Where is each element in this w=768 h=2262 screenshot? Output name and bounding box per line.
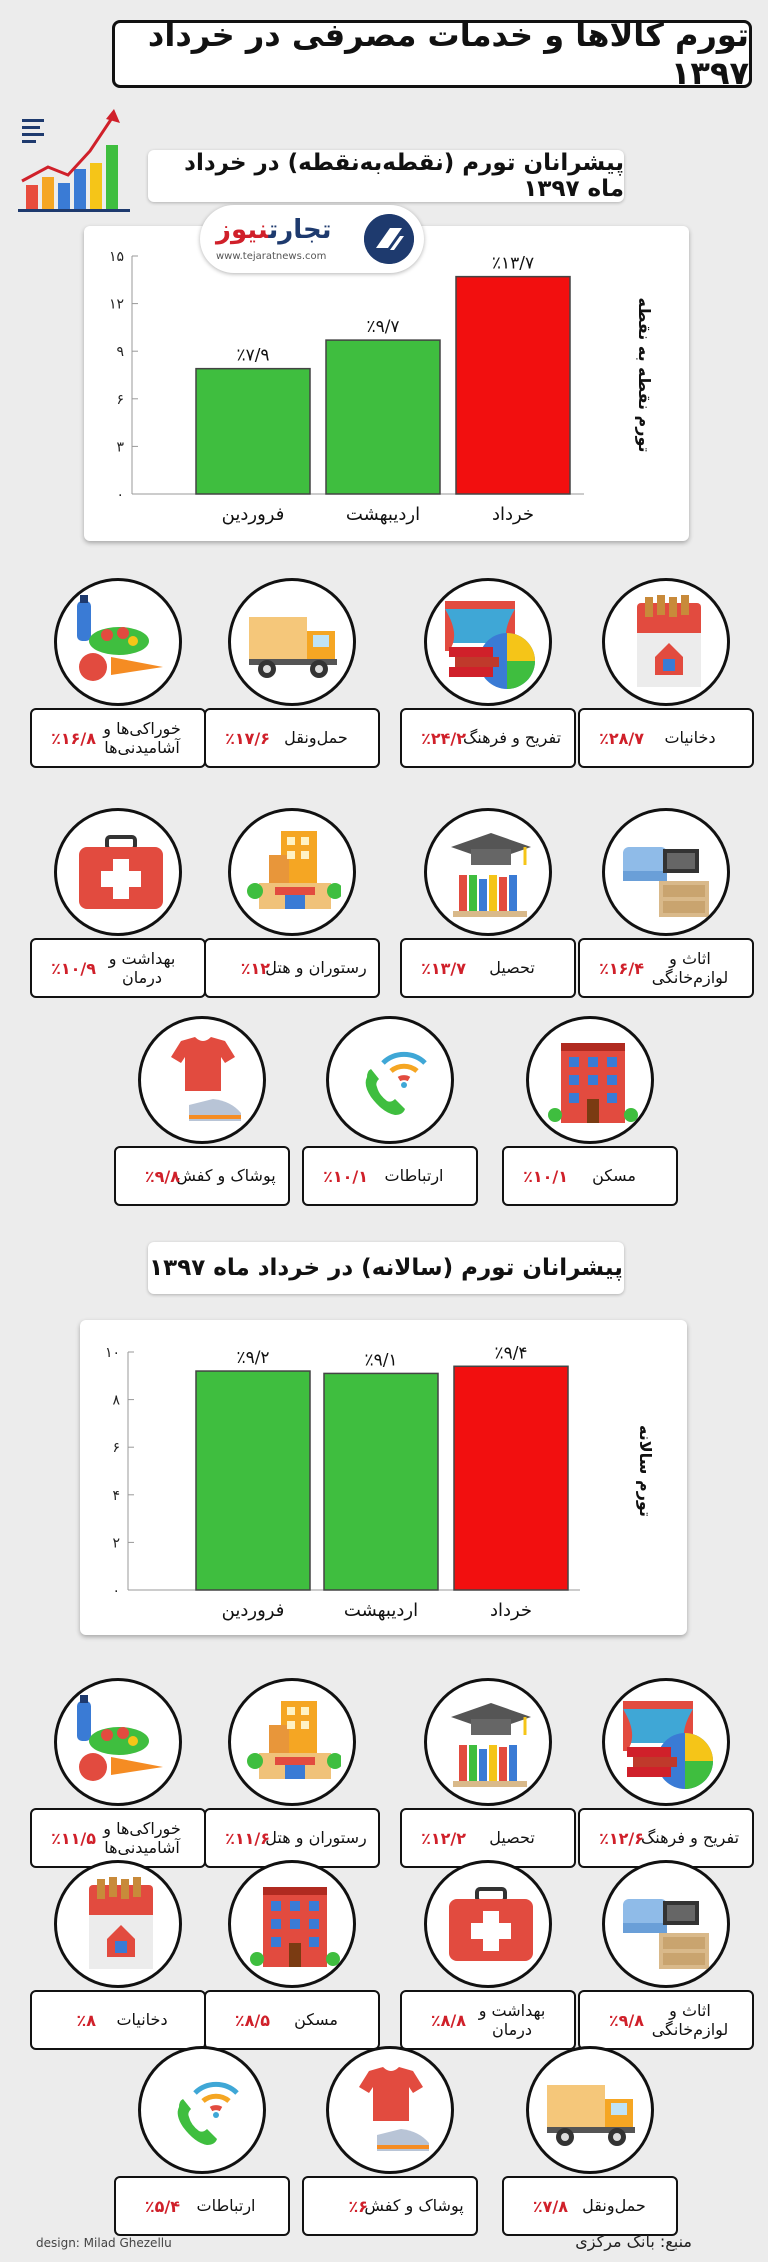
category-icon-circle xyxy=(54,578,182,706)
bar-value-label: ٪۹/۱ xyxy=(364,1350,398,1371)
y-tick-label: ۹ xyxy=(116,344,124,361)
category-name: خوراکی‌ها و آشامیدنی‌ها xyxy=(103,1818,181,1857)
y-tick-label: ۱۲ xyxy=(108,296,124,313)
category-icon-circle xyxy=(424,1860,552,1988)
category-name: حمل‌ونقل xyxy=(582,2196,646,2216)
cigarettes-icon xyxy=(619,595,715,691)
category-value: ٪۲۸/۷ xyxy=(599,728,644,748)
point-item xyxy=(30,578,206,772)
annual-item xyxy=(302,2046,478,2240)
y-tick-label: ۰ xyxy=(116,487,124,503)
category-label-box xyxy=(400,708,576,768)
bar-value-label: ٪۹/۷ xyxy=(366,317,400,338)
category-label-box xyxy=(578,938,754,998)
point-item xyxy=(400,808,576,1002)
point-item xyxy=(578,578,754,772)
category-value: ٪۱۲/۶ xyxy=(599,1828,644,1848)
category-icon-circle xyxy=(138,2046,266,2174)
annual-item xyxy=(204,1860,380,2054)
category-value: ٪۹/۸ xyxy=(144,1166,180,1186)
growth-chart-icon xyxy=(18,105,130,217)
category-icon-circle xyxy=(54,1678,182,1806)
category-value: ٪۸/۸ xyxy=(430,2010,466,2030)
category-name: تحصیل xyxy=(489,958,535,978)
truck-icon xyxy=(245,595,341,691)
category-label-box xyxy=(30,1990,206,2050)
annual-item xyxy=(204,1678,380,1872)
category-icon-circle xyxy=(424,808,552,936)
bar xyxy=(324,1373,438,1590)
bar xyxy=(326,340,440,494)
point-item xyxy=(30,808,206,1002)
category-icon-circle xyxy=(54,808,182,936)
category-label-box xyxy=(30,938,206,998)
y-tick-label: ۱۵ xyxy=(108,249,124,265)
bar-value-label: ٪۱۳/۷ xyxy=(491,253,535,274)
category-label-box xyxy=(204,938,380,998)
y-tick-label: ۶ xyxy=(116,391,124,408)
category-name: پوشاک و کفش xyxy=(176,1166,276,1186)
category-name: دخانیات xyxy=(664,728,716,748)
category-icon-circle xyxy=(228,808,356,936)
category-value: ٪۱۰/۹ xyxy=(51,958,96,978)
category-value: ٪۸ xyxy=(76,2010,96,2030)
category-label-box xyxy=(114,2176,290,2236)
category-label-box xyxy=(204,1990,380,2050)
category-icon-circle xyxy=(526,2046,654,2174)
chart-point-svg xyxy=(84,226,689,541)
chart-heading-annual: پیشرانان تورم (سالانه) در خرداد ماه ۱۳۹۷ xyxy=(148,1242,624,1294)
category-icon-circle xyxy=(602,578,730,706)
category-label-box xyxy=(578,708,754,768)
category-icon-circle xyxy=(602,1678,730,1806)
education-icon xyxy=(441,1695,537,1791)
point-item xyxy=(204,808,380,1002)
medical-kit-icon xyxy=(71,825,167,921)
x-tick-label: اردیبهشت xyxy=(343,1600,419,1621)
category-icon-circle xyxy=(424,1678,552,1806)
brand-logo xyxy=(200,205,424,273)
annual-item xyxy=(30,1678,206,1872)
cigarettes-icon xyxy=(71,1877,167,1973)
theater-icon xyxy=(619,1695,715,1791)
bar-value-label: ٪۹/۴ xyxy=(494,1343,528,1364)
category-label-box xyxy=(204,1808,380,1868)
category-label-box xyxy=(578,1990,754,2050)
annual-item xyxy=(578,1860,754,2054)
category-value: ٪۱۰/۱ xyxy=(323,1166,368,1186)
category-name: بهداشت و درمان xyxy=(108,948,176,987)
category-icon-circle xyxy=(602,1860,730,1988)
bar xyxy=(196,1371,310,1590)
phone-icon xyxy=(155,2063,251,2159)
category-value: ٪۸/۵ xyxy=(234,2010,270,2030)
x-tick-label: فروردین xyxy=(221,504,285,525)
y-tick-label: ۸ xyxy=(112,1392,120,1409)
y-tick-label: ۴ xyxy=(112,1487,120,1504)
annual-item xyxy=(114,2046,290,2240)
category-icon-circle xyxy=(54,1860,182,1988)
category-icon-circle xyxy=(326,1016,454,1144)
category-icon-circle xyxy=(228,1860,356,1988)
building-icon xyxy=(543,1033,639,1129)
category-name: تفریح و فرهنگ xyxy=(640,1828,740,1848)
category-name: تفریح و فرهنگ xyxy=(462,728,562,748)
category-value: ٪۹/۸ xyxy=(608,2010,644,2030)
category-icon-circle xyxy=(526,1016,654,1144)
brand-accent: نیوز xyxy=(216,215,269,245)
truck-icon xyxy=(543,2063,639,2159)
category-value: ٪۱۱/۵ xyxy=(51,1828,96,1848)
category-name: مسکن xyxy=(294,2010,338,2030)
category-name: مسکن xyxy=(592,1166,636,1186)
category-label-box xyxy=(578,1808,754,1868)
category-value: ٪۱۲/۲ xyxy=(421,1828,466,1848)
category-name: دخانیات xyxy=(116,2010,168,2030)
furniture-icon xyxy=(619,1877,715,1973)
category-label-box xyxy=(502,2176,678,2236)
hotel-icon xyxy=(245,825,341,921)
category-value: ٪۱۰/۱ xyxy=(523,1166,568,1186)
y-tick-label: ۶ xyxy=(112,1440,120,1457)
category-label-box xyxy=(30,1808,206,1868)
brand-name: تجارت xyxy=(268,215,332,245)
category-icon-circle xyxy=(138,1016,266,1144)
x-tick-label: خرداد xyxy=(491,504,535,525)
point-item xyxy=(114,1016,290,1210)
category-value: ٪۵/۴ xyxy=(144,2196,180,2216)
category-name: پوشاک و کفش xyxy=(364,2196,464,2216)
category-name: رستوران و هتل xyxy=(265,958,367,978)
brand-mark-icon xyxy=(364,214,414,264)
category-name: خوراکی‌ها و آشامیدنی‌ها xyxy=(103,718,181,757)
annual-item xyxy=(578,1678,754,1872)
category-value: ٪۱۲ xyxy=(240,958,270,978)
category-label-box xyxy=(302,1146,478,1206)
point-item xyxy=(400,578,576,772)
annual-item xyxy=(400,1860,576,2054)
y-axis-label: تورم سالانه xyxy=(636,1425,655,1517)
category-label-box xyxy=(114,1146,290,1206)
bar xyxy=(456,277,570,494)
category-name: ارتباطات xyxy=(196,2196,256,2216)
y-axis-label: تورم نقطه به نقطه xyxy=(635,297,654,453)
x-tick-label: اردیبهشت xyxy=(345,504,421,525)
category-value: ٪۱۱/۶ xyxy=(225,1828,270,1848)
education-icon xyxy=(441,825,537,921)
y-tick-label: ۲ xyxy=(112,1535,120,1552)
category-value: ٪۱۶/۸ xyxy=(51,728,96,748)
chart-heading-point: پیشرانان تورم (نقطه‌به‌نقطه) در خرداد ماه ۱۳۹۷ xyxy=(148,150,624,202)
brand-url: www.tejaratnews.com xyxy=(216,251,327,262)
category-value: ٪۱۳/۷ xyxy=(421,958,466,978)
clothing-icon xyxy=(155,1033,251,1129)
medical-kit-icon xyxy=(441,1877,537,1973)
category-value: ٪۲۴/۲ xyxy=(421,728,466,748)
bar xyxy=(454,1366,568,1590)
annual-item xyxy=(502,2046,678,2240)
food-icon xyxy=(71,1695,167,1791)
category-name: بهداشت و درمان xyxy=(478,2000,546,2039)
annual-item xyxy=(30,1860,206,2054)
bar-value-label: ٪۷/۹ xyxy=(236,345,270,366)
category-name: تحصیل xyxy=(489,1828,535,1848)
hotel-icon xyxy=(245,1695,341,1791)
y-tick-label: ۰ xyxy=(112,1583,120,1599)
category-label-box xyxy=(400,1808,576,1868)
point-item xyxy=(578,808,754,1002)
chart-annual xyxy=(80,1320,687,1635)
category-label-box xyxy=(400,1990,576,2050)
chart-annual-svg xyxy=(80,1320,687,1635)
category-value: ٪۱۶/۴ xyxy=(599,958,644,978)
phone-icon xyxy=(343,1033,439,1129)
category-name: اثاث و لوازم‌خانگی xyxy=(651,2000,729,2039)
category-icon-circle xyxy=(228,578,356,706)
category-value: ٪۷/۸ xyxy=(532,2196,568,2216)
food-icon xyxy=(71,595,167,691)
category-value: ٪۱۷/۶ xyxy=(225,728,270,748)
chart-point-to-point xyxy=(84,226,689,541)
category-icon-circle xyxy=(326,2046,454,2174)
theater-icon xyxy=(441,595,537,691)
building-icon xyxy=(245,1877,341,1973)
x-tick-label: خرداد xyxy=(489,1600,533,1621)
furniture-icon xyxy=(619,825,715,921)
bar xyxy=(196,369,310,494)
category-label-box xyxy=(204,708,380,768)
category-name: اثاث و لوازم‌خانگی xyxy=(651,948,729,987)
category-value: ٪۶ xyxy=(348,2196,368,2216)
annual-item xyxy=(400,1678,576,1872)
category-label-box xyxy=(30,708,206,768)
category-icon-circle xyxy=(228,1678,356,1806)
x-tick-label: فروردین xyxy=(221,1600,285,1621)
category-name: رستوران و هتل xyxy=(265,1828,367,1848)
category-icon-circle xyxy=(424,578,552,706)
category-icon-circle xyxy=(602,808,730,936)
point-item xyxy=(302,1016,478,1210)
design-credit: design: Milad Ghezellu xyxy=(36,2236,172,2250)
y-tick-label: ۱۰ xyxy=(104,1345,120,1361)
bar-value-label: ٪۹/۲ xyxy=(236,1348,270,1369)
point-item xyxy=(204,578,380,772)
category-label-box xyxy=(400,938,576,998)
category-label-box xyxy=(302,2176,478,2236)
source-note: منبع: بانک مرکزی xyxy=(575,2232,692,2251)
point-item xyxy=(502,1016,678,1210)
page-title: تورم کالاها و خدمات مصرفی در خرداد ۱۳۹۷ xyxy=(112,20,752,88)
clothing-icon xyxy=(343,2063,439,2159)
category-label-box xyxy=(502,1146,678,1206)
y-tick-label: ۳ xyxy=(116,439,124,456)
category-name: ارتباطات xyxy=(384,1166,444,1186)
category-name: حمل‌ونقل xyxy=(284,728,348,748)
